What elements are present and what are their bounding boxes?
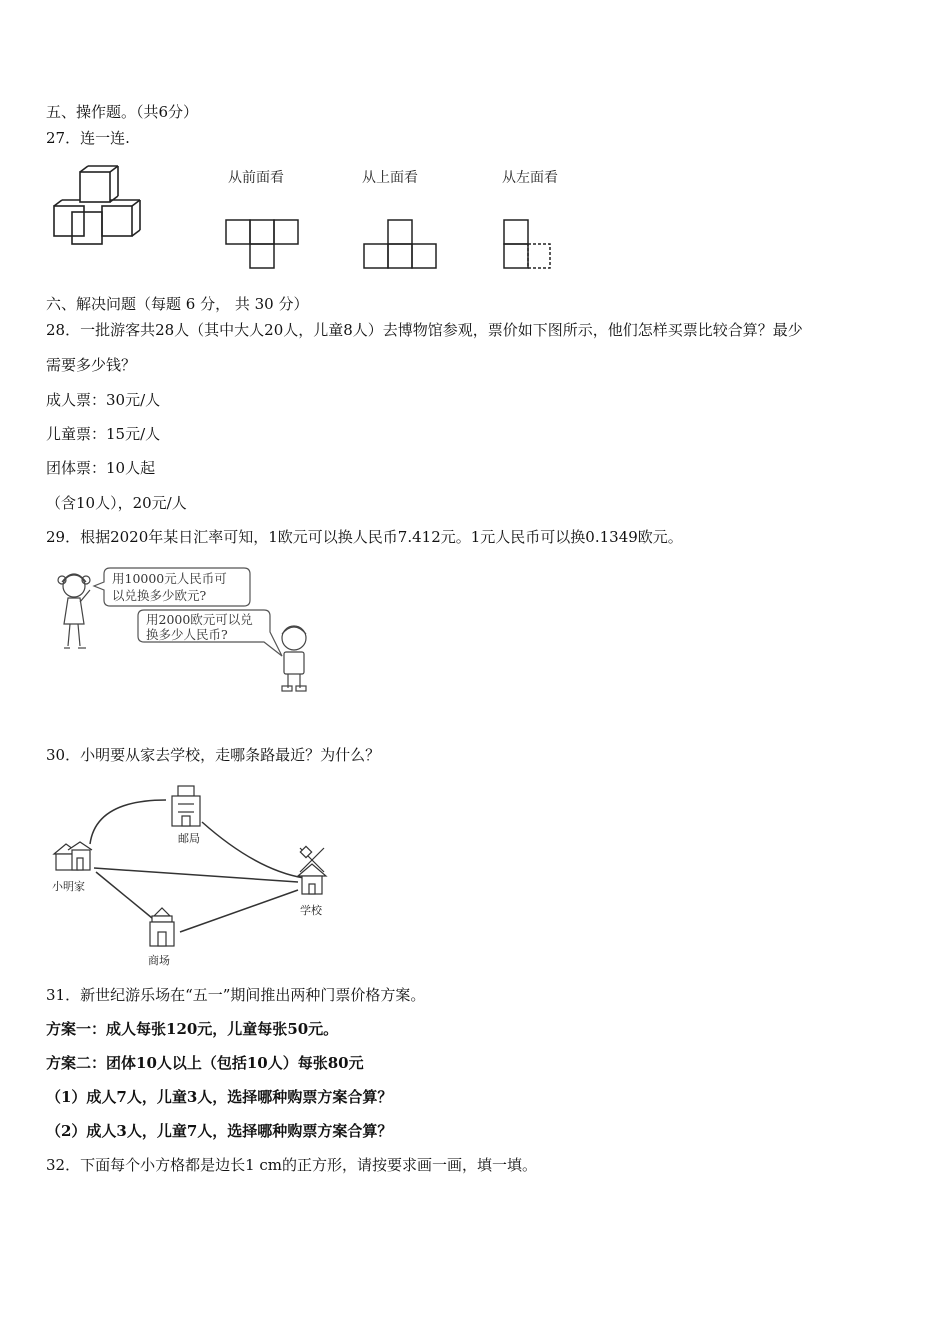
q31-sub1: （1）成人7人，儿童3人，选择哪种购票方案合算？ [46,1088,393,1106]
q28-line2: 需要多少钱？ [46,356,137,374]
view-front-label: 从前面看 [228,170,284,186]
post-office-label: 邮局 [178,832,200,845]
school-label: 学校 [300,904,322,917]
bubble2-line2: 换多少人民币? [146,627,228,642]
q30-map [46,780,346,970]
q31-text: 31．新世纪游乐场在“五一”期间推出两种门票价格方案。 [46,986,426,1004]
home-label: 小明家 [52,880,85,893]
q30-text: 30．小明要从家去学校，走哪条路最近？为什么？ [46,746,381,764]
section5-heading: 五、操作题。（共6分） [46,103,199,121]
route-home-school-direct [94,868,298,882]
mall-label: 商场 [148,954,170,967]
view-top-label: 从上面看 [362,170,418,186]
route-home-post [90,800,166,844]
q27-figure [40,158,600,278]
q28-adult-ticket: 成人票：30元/人 [46,391,161,409]
q31-plan1: 方案一：成人每张120元，儿童每张50元。 [46,1020,339,1038]
q28-child-ticket: 儿童票：15元/人 [46,425,161,443]
q28-group-ticket-2: （含10人），20元/人 [46,494,187,512]
home-icon [54,842,92,870]
mall-icon [150,908,174,946]
bubble2-line1: 用2000欧元可以兑 [146,612,253,627]
section6-heading: 六、解决问题（每题 6 分， 共 30 分） [46,295,309,313]
q28-line1: 28．一批游客共28人（其中大人20人，儿童8人）去博物馆参观，票价如下图所示，他们怎样买票比较合算？最少 [46,321,803,339]
view-left-label: 从左面看 [502,170,558,186]
q27-text: 27．连一连. [46,129,130,147]
route-post-school [202,822,304,878]
q28-group-ticket-1: 团体票：10人起 [46,459,156,477]
route-mall-school [180,890,298,932]
q29-text: 29．根据2020年某日汇率可知，1欧元可以换人民币7.412元。1元人民币可以换0.1349欧元。 [46,528,683,546]
view-front-drawing [226,220,298,268]
view-top-drawing [364,220,436,268]
boy-illustration [282,626,306,691]
girl-illustration [58,574,90,648]
school-icon [298,846,326,894]
q31-sub2: （2）成人3人，儿童7人，选择哪种购票方案合算？ [46,1122,393,1140]
q29-figure [50,560,350,700]
bubble1-line1: 用10000元人民币可 [112,571,227,586]
q31-plan2: 方案二：团体10人以上（包括10人）每张80元 [46,1054,364,1072]
q32-text: 32．下面每个小方格都是边长1 cm的正方形，请按要求画一画，填一填。 [46,1156,538,1174]
route-home-mall [96,872,152,918]
view-left-drawing [504,220,550,268]
cube-stack-drawing [54,166,140,244]
post-office-icon [172,786,200,826]
bubble1-line2: 以兑换多少欧元? [112,588,207,603]
